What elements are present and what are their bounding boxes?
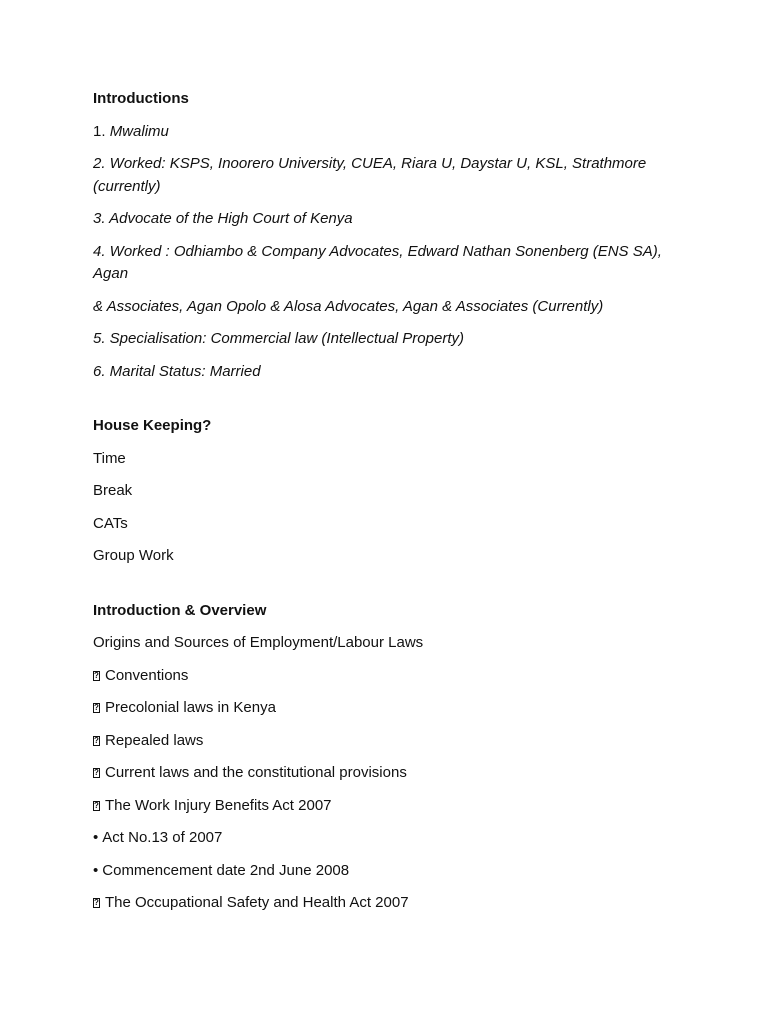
housekeeping-heading: House Keeping? bbox=[93, 417, 212, 434]
overview-item-text: Commencement date 2nd June 2008 bbox=[102, 861, 350, 879]
intro-item-1-text: Mwalimu bbox=[109, 122, 169, 140]
section-spacer bbox=[93, 393, 683, 415]
overview-item bbox=[93, 730, 683, 753]
missing-glyph-icon bbox=[93, 703, 100, 713]
missing-glyph-icon bbox=[93, 736, 100, 746]
intro-item-1-number: 1. bbox=[93, 122, 110, 140]
missing-glyph-icon bbox=[93, 801, 100, 811]
housekeeping-item-group-work: Group Work bbox=[93, 547, 174, 564]
missing-glyph-icon bbox=[93, 768, 100, 778]
overview-item bbox=[93, 795, 683, 818]
intro-item-1 bbox=[93, 121, 683, 144]
intro-item-4-continued: & Associates, Agan Opolo & Alosa Advocates, Agan & Associates (Currently) bbox=[93, 297, 604, 315]
overview-item-text: The Work Injury Benefits Act 2007 bbox=[105, 796, 332, 814]
overview-item-text: Conventions bbox=[105, 666, 189, 684]
document-page bbox=[93, 88, 683, 925]
overview-item-text: Precolonial laws in Kenya bbox=[105, 699, 276, 716]
overview-subtitle: Origins and Sources of Employment/Labour Laws bbox=[93, 634, 424, 651]
housekeeping-item-time: Time bbox=[93, 449, 126, 467]
intro-item-2: 2. Worked: KSPS, Inoorero University, CUEA, Riara U, Daystar U, KSL, Strathmore (currently) bbox=[93, 155, 647, 195]
introductions-heading: Introductions bbox=[93, 90, 189, 107]
housekeeping-item-cats: CATs bbox=[93, 514, 128, 532]
missing-glyph-icon bbox=[93, 671, 100, 681]
overview-heading: Introduction & Overview bbox=[93, 601, 267, 619]
bullet-icon: • bbox=[93, 861, 99, 879]
missing-glyph-icon bbox=[93, 898, 100, 908]
intro-item-5: 5. Specialisation: Commercial law (Intellectual Property) bbox=[93, 330, 464, 347]
overview-item bbox=[93, 892, 683, 915]
overview-item-text: Current laws and the constitutional provisions bbox=[105, 764, 407, 781]
bullet-icon: • bbox=[93, 829, 99, 846]
section-spacer bbox=[93, 578, 683, 600]
intro-item-6: 6. Marital Status: Married bbox=[93, 362, 261, 380]
overview-item bbox=[93, 697, 683, 720]
intro-item-3: 3. Advocate of the High Court of Kenya bbox=[93, 210, 353, 227]
overview-item-text: Act No.13 of 2007 bbox=[102, 829, 223, 846]
overview-item bbox=[93, 860, 683, 883]
overview-item bbox=[93, 827, 683, 850]
housekeeping-item-break: Break bbox=[93, 482, 133, 499]
overview-item-text: The Occupational Safety and Health Act 2007 bbox=[105, 894, 409, 911]
overview-item-text: Repealed laws bbox=[105, 731, 204, 749]
intro-item-4: 4. Worked : Odhiambo & Company Advocates, Edward Nathan Sonenberg (ENS SA), Agan bbox=[93, 242, 662, 282]
overview-item bbox=[93, 762, 683, 785]
overview-item bbox=[93, 665, 683, 688]
